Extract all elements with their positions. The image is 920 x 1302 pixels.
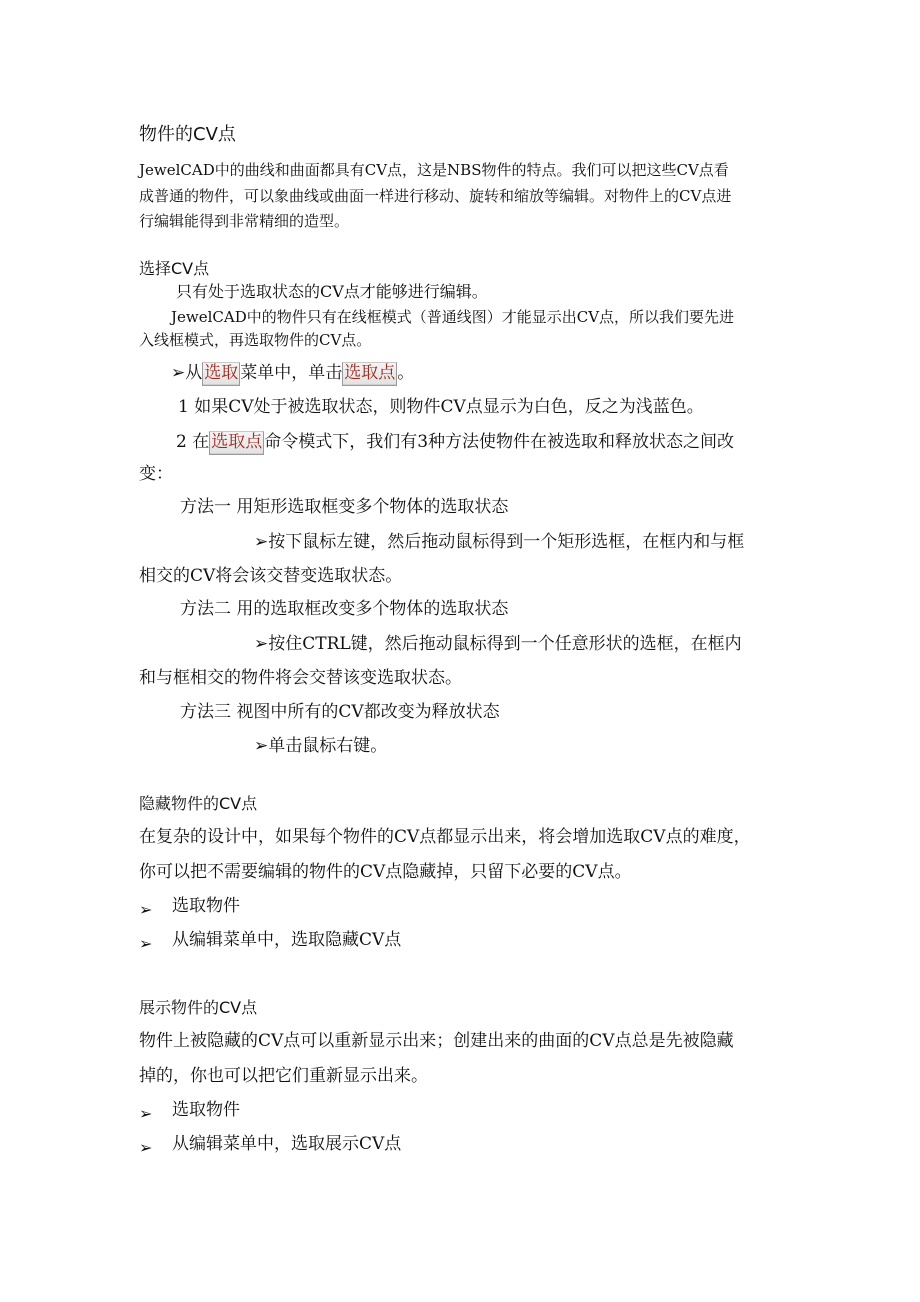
hide-bullet-1: 选取物件 [172, 896, 240, 916]
show-bullet-1: 选取物件 [172, 1100, 240, 1120]
method-3-label: 方法三 视图中所有的CV都改变为释放状态 [180, 702, 500, 722]
show-cv-heading: 展示物件的CV点 [139, 998, 258, 1017]
intro-line-1: JewelCAD中的曲线和曲面都具有CV点，这是NBS物件的特点。我们可以把这些CV点看 [139, 161, 729, 179]
method-2-label: 方法二 用的选取框改变多个物体的选取状态 [180, 599, 509, 619]
intro-line-3: 行编辑能得到非常精细的造型。 [139, 212, 350, 230]
hide-cv-heading: 隐藏物件的CV点 [139, 794, 258, 813]
select-cv-line-2a: JewelCAD中的物件只有在线框模式（普通线图）才能显示出CV点，所以我们要先进 [171, 308, 735, 326]
arrow-bullet-icon: ➢ [139, 934, 153, 953]
method-3-detail-a: ➢单击鼠标右键。 [254, 736, 388, 756]
select-cv-line-1: 只有处于选取状态的CV点才能够进行编辑。 [176, 282, 488, 301]
select-cv-line-2b: 入线框模式，再选取物件的CV点。 [139, 331, 372, 349]
intro-line-2: 成普通的物件，可以象曲线或曲面一样进行移动、旋转和缩放等编辑。对物件上的CV点进 [139, 187, 732, 205]
arrow-bullet-icon: ➢ [171, 363, 186, 383]
hide-cv-para-b: 你可以把不需要编辑的物件的CV点隐藏掉，只留下必要的CV点。 [139, 862, 632, 882]
hide-bullet-2: 从编辑菜单中，选取隐藏CV点 [172, 930, 402, 950]
show-bullet-2: 从编辑菜单中，选取展示CV点 [172, 1134, 402, 1154]
note-2-end: 变： [139, 464, 173, 484]
select-cv-heading: 选择CV点 [139, 259, 210, 278]
method-2-detail-a: ➢按住CTRL键，然后拖动鼠标得到一个任意形状的选框，在框内 [254, 634, 742, 654]
select-step [171, 362, 414, 386]
arrow-bullet-icon: ➢ [139, 1138, 153, 1157]
arrow-bullet-icon: ➢ [139, 1104, 153, 1123]
method-1-detail-a: ➢按下鼠标左键，然后拖动鼠标得到一个矩形选框，在框内和与框 [254, 532, 745, 552]
step-from-text: 从 [185, 363, 203, 383]
hide-cv-para-a: 在复杂的设计中，如果每个物件的CV点都显示出来，将会增加选取CV点的难度， [139, 827, 751, 847]
note-2 [176, 431, 734, 455]
method-1-detail-b: 相交的CV将会该交替变选取状态。 [139, 566, 403, 586]
method-1-label: 方法一 用矩形选取框变多个物体的选取状态 [180, 497, 509, 517]
select-point-mode-button[interactable]: 选取点 [209, 431, 264, 455]
note-1: 1 如果CV处于被选取状态，则物件CV点显示为白色，反之为浅蓝色。 [178, 397, 704, 417]
note-2-text: 命令模式下，我们有3种方法使物件在被选取和释放状态之间改 [264, 432, 735, 452]
page-title: 物件的CV点 [139, 124, 236, 145]
step-end-text: 。 [397, 363, 415, 383]
method-2-detail-b: 和与框相交的物件将会交替该变选取状态。 [139, 668, 462, 688]
show-cv-para-b: 掉的，你也可以把它们重新显示出来。 [139, 1066, 428, 1086]
select-point-button[interactable]: 选取点 [342, 362, 397, 386]
arrow-bullet-icon: ➢ [139, 900, 153, 919]
step-mid-text: 菜单中，单击 [240, 363, 343, 383]
select-menu-button[interactable]: 选取 [202, 362, 240, 386]
note-2-prefix: 2 在 [176, 432, 210, 452]
show-cv-para-a: 物件上被隐藏的CV点可以重新显示出来；创建出来的曲面的CV点总是先被隐藏 [139, 1031, 734, 1051]
